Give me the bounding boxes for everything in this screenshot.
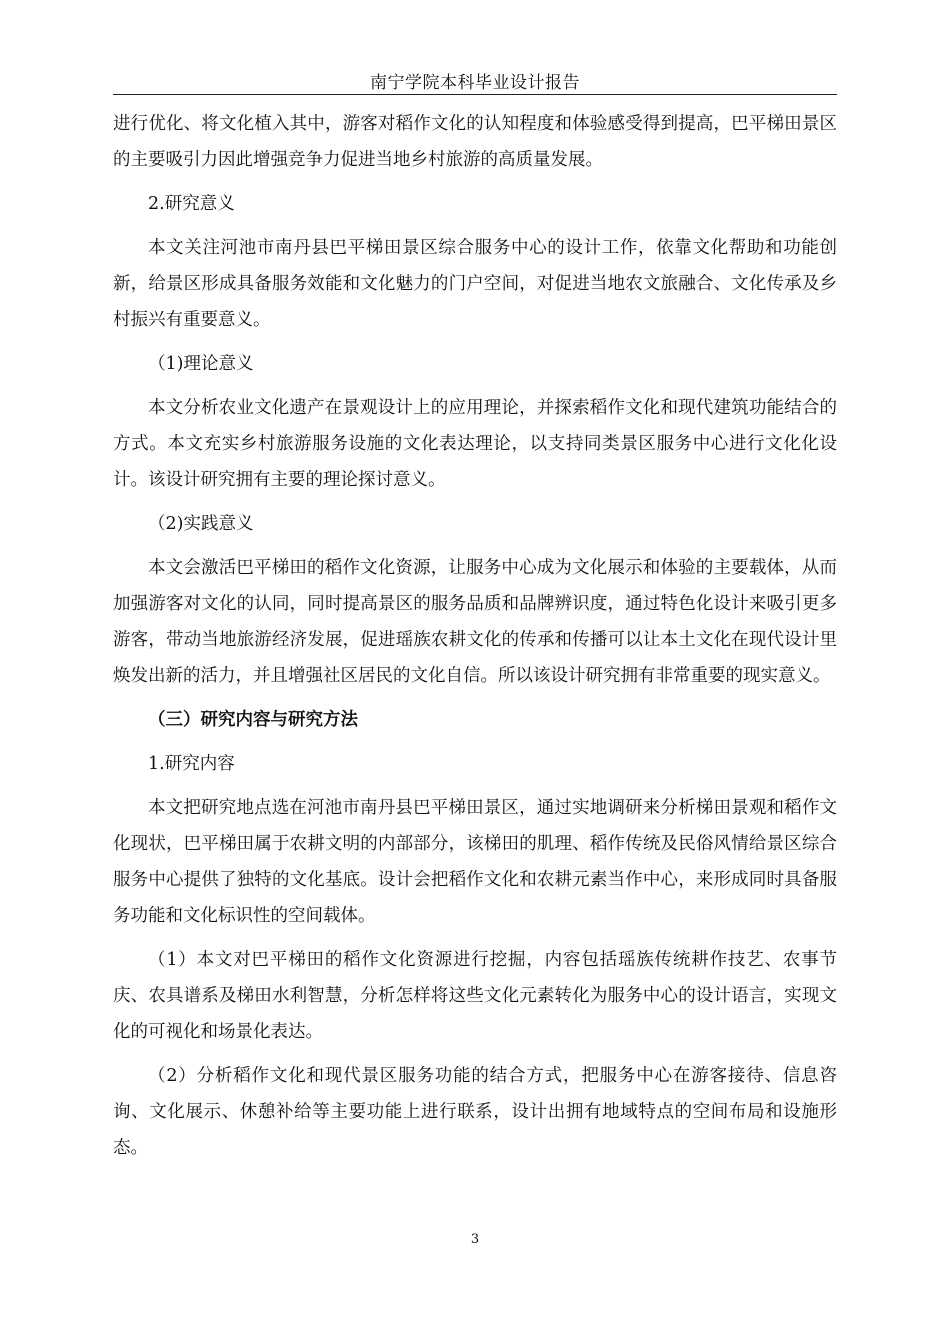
document-body	[113, 106, 837, 1166]
paragraph-significance: 本文关注河池市南丹县巴平梯田景区综合服务中心的设计工作，依靠文化帮助和功能创新，给景区形成具备服务效能和文化魅力的门户空间，对促进当地农文旅融合、文化传承及乡村振兴有重要意义。	[113, 238, 837, 330]
heading-theoretical-significance: （1)理论意义	[148, 354, 254, 374]
running-header: 南宁学院本科毕业设计报告	[370, 73, 580, 93]
header-rule	[113, 94, 837, 95]
paragraph-theoretical: 本文分析农业文化遗产在景观设计上的应用理论，并探索稻作文化和现代建筑功能结合的方式。本文充实乡村旅游服务设施的文化表达理论，以支持同类景区服务中心进行文化化设计。该设计研究拥有主要的理论探讨意义。	[113, 398, 837, 490]
paragraph-practical: 本文会激活巴平梯田的稻作文化资源，让服务中心成为文化展示和体验的主要载体，从而加强游客对文化的认同，同时提高景区的服务品质和品牌辨识度，通过特色化设计来吸引更多游客，带动当地旅游经济发展，促进瑶族农耕文化的传承和传播可以让本土文化在现代设计里焕发出新的活力，并且增强社区居民的文化自信。所以该设计研究拥有非常重要的现实意义。	[113, 558, 837, 686]
heading-research-content-methods: （三）研究内容与研究方法	[148, 710, 358, 730]
heading-practical-significance: （2)实践意义	[148, 514, 254, 534]
heading-research-significance: 2.研究意义	[148, 194, 235, 214]
paragraph-item-1: （1）本文对巴平梯田的稻作文化资源进行挖掘，内容包括瑶族传统耕作技艺、农事节庆、农具谱系及梯田水利智慧，分析怎样将这些文化元素转化为服务中心的设计语言，实现文化的可视化和场景化表达。	[113, 950, 837, 1042]
paragraph-item-2: （2）分析稻作文化和现代景区服务功能的结合方式，把服务中心在游客接待、信息咨询、文化展示、休憩补给等主要功能上进行联系，设计出拥有地域特点的空间布局和设施形态。	[113, 1066, 837, 1158]
paragraph-continued: 进行优化、将文化植入其中，游客对稻作文化的认知程度和体验感受得到提高，巴平梯田景区的主要吸引力因此增强竞争力促进当地乡村旅游的高质量发展。	[113, 114, 837, 170]
heading-research-content: 1.研究内容	[148, 754, 235, 774]
paragraph-research-content: 本文把研究地点选在河池市南丹县巴平梯田景区，通过实地调研来分析梯田景观和稻作文化现状，巴平梯田属于农耕文明的内部部分，该梯田的肌理、稻作传统及民俗风情给景区综合服务中心提供了独特的文化基底。设计会把稻作文化和农耕元素当作中心，来形成同时具备服务功能和文化标识性的空间载体。	[113, 798, 837, 926]
page-number: 3	[470, 1232, 480, 1247]
